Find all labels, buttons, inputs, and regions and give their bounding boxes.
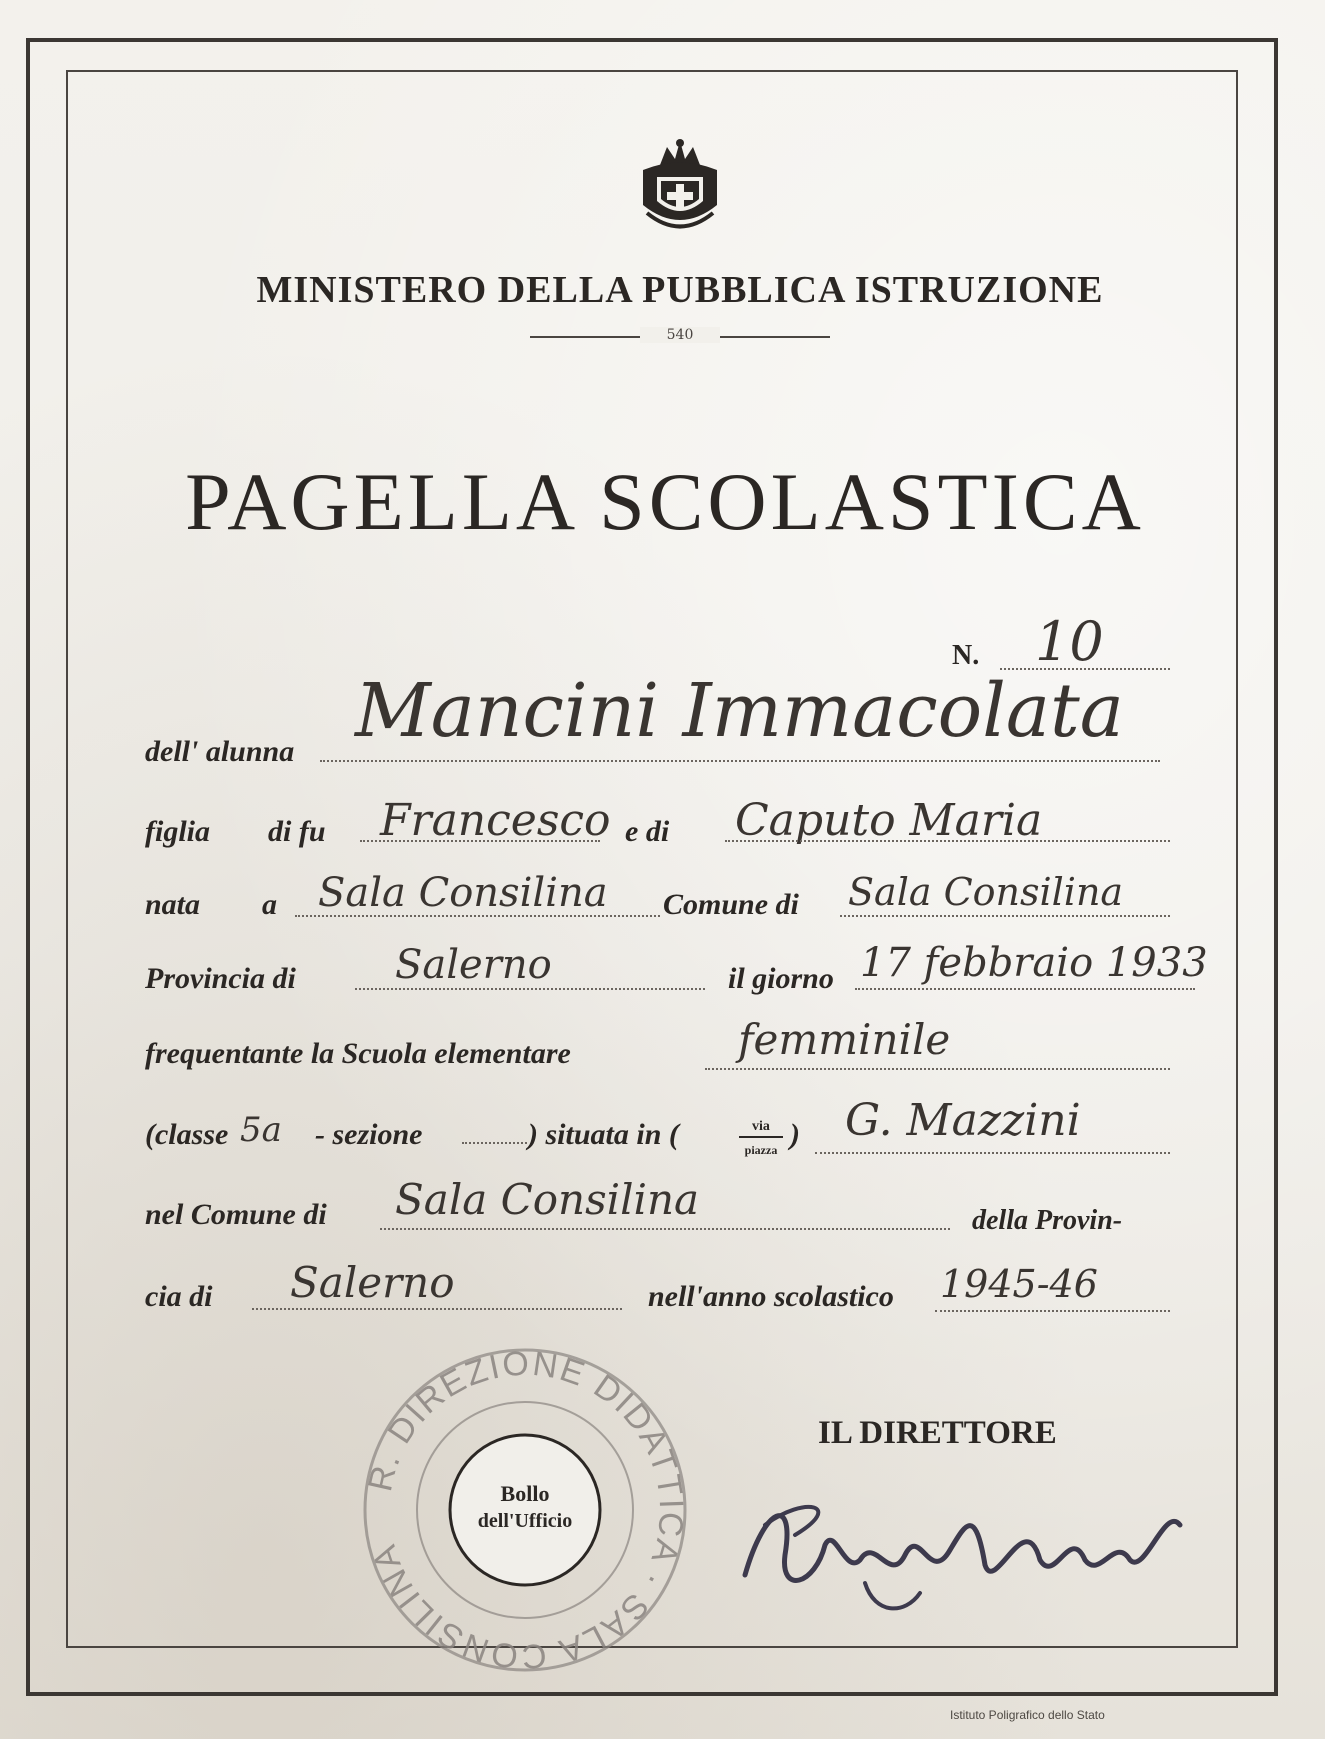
director-label: IL DIRETTORE xyxy=(818,1415,1057,1451)
birth-place: Sala Consilina xyxy=(318,870,608,916)
birth-date: 17 febbraio 1933 xyxy=(860,940,1208,986)
label-figlia: figlia xyxy=(145,815,210,848)
printer-imprint: Istituto Poligrafico dello Stato xyxy=(950,1708,1105,1722)
label-il-giorno: il giorno xyxy=(728,962,834,995)
number-label: N. xyxy=(952,640,980,671)
father-line xyxy=(360,840,600,842)
document-title: PAGELLA SCOLASTICA xyxy=(185,456,1145,547)
school-address: G. Mazzini xyxy=(845,1095,1081,1146)
birth-province-line xyxy=(355,988,705,990)
label-sezione: - sezione xyxy=(315,1118,423,1151)
royal-crest-icon xyxy=(625,135,735,245)
label-anno-scolastico: nell'anno scolastico xyxy=(648,1280,894,1313)
birth-place-line xyxy=(295,915,660,917)
sezione-line xyxy=(462,1142,527,1144)
school-type-line xyxy=(705,1068,1170,1070)
father-name: Francesco xyxy=(380,795,611,846)
office-stamp xyxy=(350,1335,700,1685)
stamp-ring-text: R. DIREZIONE DIDATTICA · SALA CONSILINA xyxy=(361,1344,691,1676)
label-provincia-di: Provincia di xyxy=(145,962,296,995)
label-a: a xyxy=(262,888,277,921)
school-comune-line xyxy=(380,1228,950,1230)
student-name-line xyxy=(320,760,1160,762)
label-frequentante: frequentante la Scuola elementare xyxy=(145,1037,571,1070)
label-nel-comune: nel Comune di xyxy=(145,1198,327,1231)
school-province: Salerno xyxy=(290,1258,455,1307)
label-della-provincia: della Provin- xyxy=(972,1205,1123,1236)
school-province-line xyxy=(252,1308,622,1310)
birth-comune-line xyxy=(840,915,1170,917)
number-value: 10 xyxy=(1035,610,1104,673)
birth-province: Salerno xyxy=(395,942,552,988)
mother-line xyxy=(725,840,1170,842)
stamp-center-text-2: dell'Ufficio xyxy=(477,1510,573,1532)
label-di-fu: di fu xyxy=(268,815,326,848)
school-type: femminile xyxy=(738,1015,951,1064)
birth-date-line xyxy=(855,988,1195,990)
school-year-line xyxy=(935,1310,1170,1312)
label-alunna: dell' alunna xyxy=(145,735,295,768)
via-text: via xyxy=(752,1119,770,1134)
director-signature xyxy=(725,1465,1195,1625)
piazza-text: piazza xyxy=(744,1143,778,1157)
birth-comune: Sala Consilina xyxy=(848,870,1124,914)
classe-value: 5a xyxy=(240,1110,282,1150)
school-year: 1945-46 xyxy=(940,1262,1098,1306)
label-close-paren: ) xyxy=(790,1118,800,1151)
label-nata: nata xyxy=(145,888,201,921)
school-address-line xyxy=(815,1152,1170,1154)
heading-rule-code: 540 xyxy=(640,327,720,343)
label-comune-di: Comune di xyxy=(663,888,799,921)
label-classe: (classe xyxy=(145,1118,229,1151)
mother-name: Caputo Maria xyxy=(735,795,1043,846)
label-cia-di: cia di xyxy=(145,1280,213,1313)
ministry-heading: MINISTERO DELLA PUBBLICA ISTRUZIONE xyxy=(256,269,1104,311)
student-name: Mancini Immacolata xyxy=(355,668,1124,754)
label-e-di: e di xyxy=(625,815,670,848)
school-comune: Sala Consilina xyxy=(395,1175,700,1224)
label-situata-in: ) situata in ( xyxy=(528,1118,679,1151)
stamp-center-text-1: Bollo xyxy=(500,1481,550,1506)
